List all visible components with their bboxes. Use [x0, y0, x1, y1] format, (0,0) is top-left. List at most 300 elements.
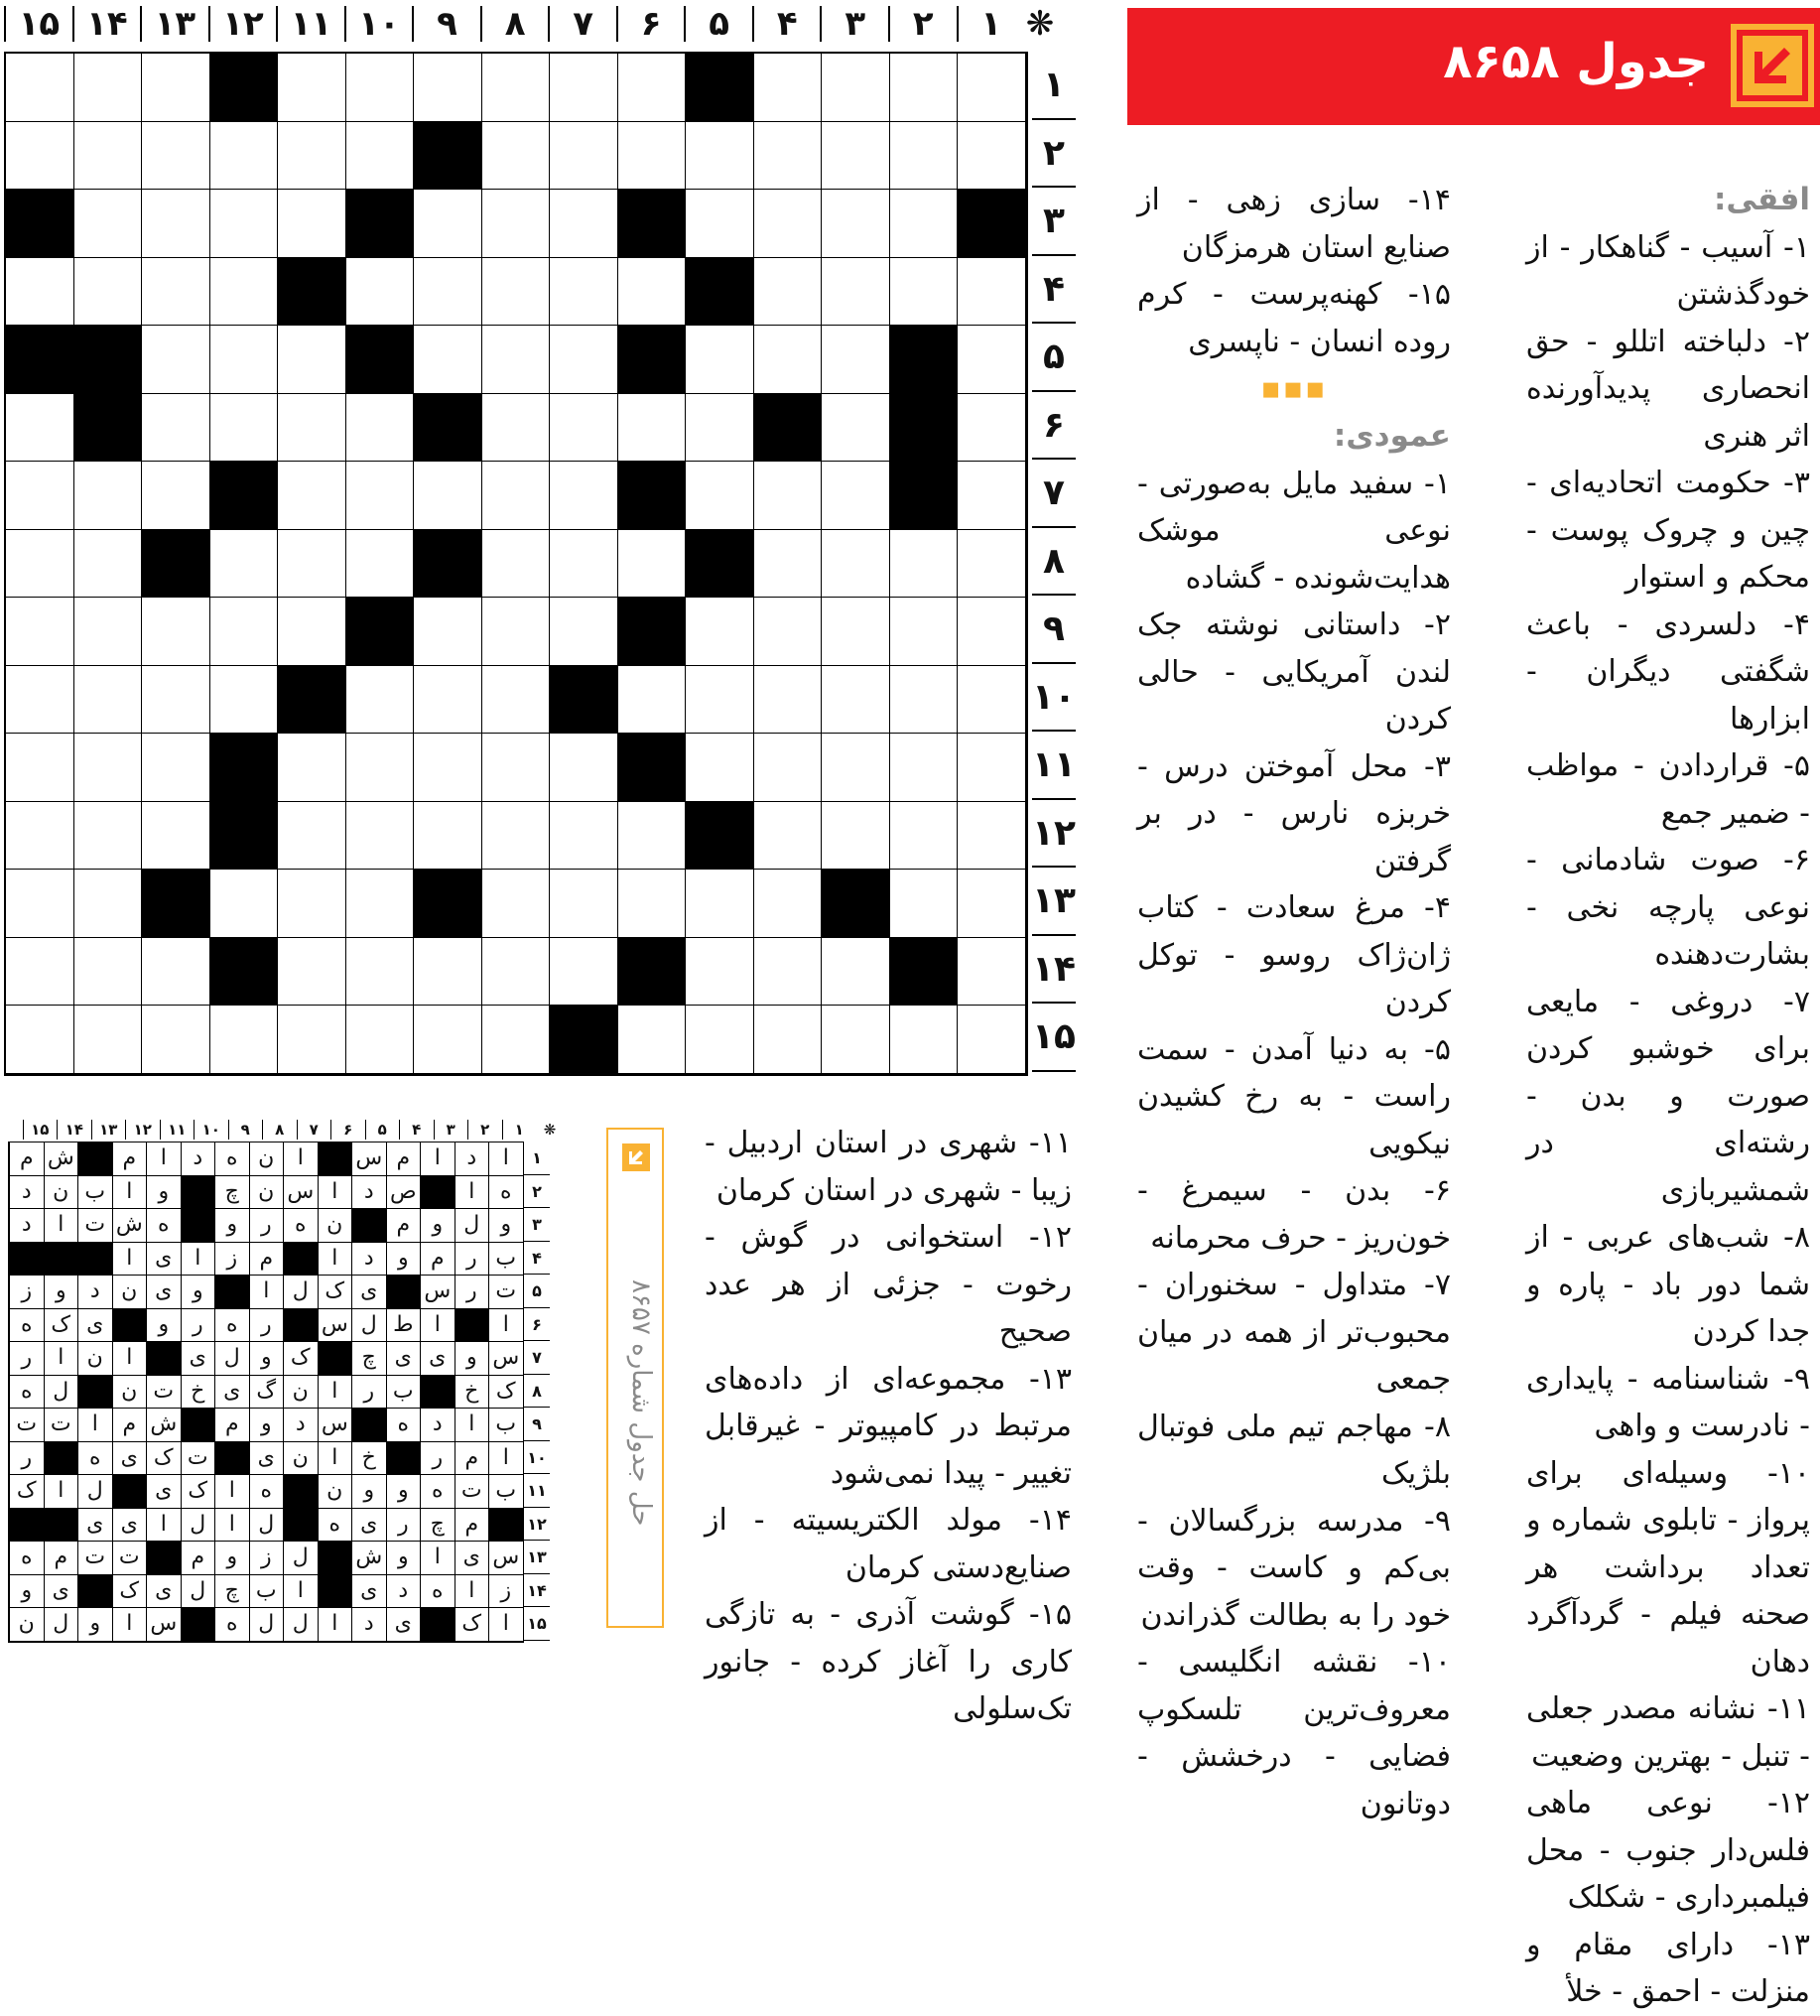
solution-cell: ه	[77, 1442, 112, 1476]
solution-cell: ی	[146, 1243, 181, 1277]
solution-cell: ا	[420, 1142, 455, 1176]
solution-cell: ی	[351, 1575, 386, 1609]
solution-column-number: ۱۴	[57, 1120, 91, 1140]
grid-cell	[958, 530, 1026, 599]
grid-cell	[210, 326, 279, 394]
down-clue-9: ۹- مدرسه بزرگسالان - بی‌کم و کاست - وقت خود را به بطالت گذراندن	[1137, 1503, 1451, 1633]
solution-cell: و	[386, 1243, 421, 1277]
across-clue-1: ۱- آسیب - گناهکار - از خودگذشتن	[1526, 229, 1810, 312]
across-clue-6: ۶- صوت شادمانی - نوعی پارچه نخی - بشارت‌دهنده	[1526, 843, 1810, 972]
solution-cell: ن	[44, 1176, 78, 1210]
solution-column-number: ۶	[330, 1120, 365, 1140]
solution-cell: و	[249, 1409, 284, 1442]
grid-cell	[346, 938, 415, 1007]
grid-cell	[686, 326, 754, 394]
grid-column-number: ۲	[888, 6, 957, 42]
grid-cell	[482, 666, 551, 735]
solution-cell: م	[455, 1509, 489, 1543]
grid-black-cell	[890, 326, 959, 394]
solution-cell: ی	[146, 1276, 181, 1309]
solution-cell: و	[214, 1209, 249, 1243]
grid-cell	[550, 394, 618, 463]
solution-cell: ن	[318, 1209, 352, 1243]
grid-cell	[482, 54, 551, 122]
grid-cell	[822, 258, 890, 327]
solution-cell: د	[420, 1409, 455, 1442]
across-clue-5: ۵- قراردادن - مواظب - ضمیر جمع	[1526, 748, 1810, 831]
solution-black-cell	[214, 1276, 249, 1309]
grid-cell	[346, 54, 415, 122]
solution-cell: س	[420, 1276, 455, 1309]
solution-cell: و	[146, 1176, 181, 1210]
grid-row-number: ۹	[1032, 596, 1076, 664]
down-clue-7: ۷- متداول - سخنوران - محبوب‌تر از همه در میان جمعی	[1137, 1268, 1451, 1397]
solution-cell: ش	[351, 1542, 386, 1575]
solution-black-cell	[420, 1176, 455, 1210]
grid-cell	[482, 462, 551, 530]
solution-column-number: ۴	[399, 1120, 434, 1140]
solution-cell: ر	[181, 1309, 215, 1343]
solution-column-number: ۳	[434, 1120, 468, 1140]
solution-cell: ه	[146, 1209, 181, 1243]
solution-cell: ن	[249, 1142, 284, 1176]
solution-cell: س	[318, 1309, 352, 1343]
grid-cell	[142, 734, 210, 802]
grid-cell	[6, 54, 74, 122]
solution-cell: م	[9, 1142, 44, 1176]
corner-arrow-icon	[1731, 24, 1814, 107]
down-clue-11: ۱۱- شهری در استان اردبیل - زیبا - شهری در استان کرمان	[705, 1126, 1072, 1208]
grid-black-cell	[618, 734, 687, 802]
across-clue-10: ۱۰- وسیله‌ای برای پرواز - تابلوی شماره و تعداد برداشت هر صحنه فیلم - گردآگرد دهان	[1526, 1455, 1810, 1680]
grid-cell	[414, 666, 482, 735]
solution-cell: ک	[488, 1376, 523, 1410]
grid-cell	[550, 734, 618, 802]
solution-cell: ا	[318, 1176, 352, 1210]
grid-cell	[482, 734, 551, 802]
solution-black-cell	[9, 1243, 44, 1277]
solution-black-cell	[44, 1509, 78, 1543]
solution-cell: ک	[9, 1475, 44, 1509]
grid-black-cell	[278, 666, 346, 735]
solution-cell: ی	[351, 1509, 386, 1543]
solution-cell: ه	[9, 1542, 44, 1575]
solution-cell: د	[386, 1575, 421, 1609]
across-clue-4: ۴- دلسردی - باعث شگفتی دیگران - ابزارها	[1526, 606, 1810, 737]
solution-black-cell	[283, 1243, 318, 1277]
solution-cell: ه	[214, 1142, 249, 1176]
solution-cell: م	[386, 1209, 421, 1243]
grid-black-cell	[890, 394, 959, 463]
grid-cell	[414, 598, 482, 666]
grid-cell	[74, 870, 143, 938]
solution-black-cell	[181, 1209, 215, 1243]
grid-cell	[210, 666, 279, 735]
grid-cell	[210, 122, 279, 191]
solution-cell: م	[112, 1142, 147, 1176]
solution-cell: خ	[351, 1442, 386, 1476]
grid-cell	[890, 122, 959, 191]
grid-black-cell	[6, 190, 74, 258]
grid-cell	[890, 666, 959, 735]
solution-cell: ی	[112, 1509, 147, 1543]
across-clue-11: ۱۱- نشانه مصدر جعلی - تنبل - بهترین وضعیت	[1526, 1691, 1810, 1774]
grid-cell	[890, 258, 959, 327]
solution-cell: ت	[488, 1276, 523, 1309]
across-clue-12: ۱۲- نوعی ماهی فلس‌دار جنوب - محل فیلمبرداری - شکلک	[1526, 1786, 1810, 1915]
solution-cell: ن	[318, 1475, 352, 1509]
grid-cell	[890, 54, 959, 122]
solution-cell: ه	[283, 1209, 318, 1243]
solution-black-cell	[77, 1376, 112, 1410]
grid-cell	[142, 394, 210, 463]
grid-cell	[346, 530, 415, 599]
solution-cell: ر	[455, 1276, 489, 1309]
across-clue-2: ۲- دلباخته اتللو - حق انحصاری پدیدآورنده اثر هنری	[1526, 324, 1810, 454]
grid-cell	[142, 598, 210, 666]
solution-cell: ا	[77, 1409, 112, 1442]
grid-cell	[618, 802, 687, 871]
grid-column-number: ۸	[480, 6, 549, 42]
grid-cell	[822, 394, 890, 463]
solution-cell: ا	[214, 1475, 249, 1509]
solution-row-number: ۷	[524, 1341, 550, 1375]
grid-cell	[890, 530, 959, 599]
solution-cell: ا	[318, 1376, 352, 1410]
solution-cell: ا	[44, 1475, 78, 1509]
solution-cell: ن	[249, 1176, 284, 1210]
grid-cell	[822, 54, 890, 122]
solution-black-cell	[44, 1442, 78, 1476]
solution-cell: ت	[77, 1209, 112, 1243]
solution-cell: چ	[351, 1342, 386, 1376]
solution-row-numbers	[524, 1142, 550, 1641]
down-clue-15: ۱۵- گوشت آذری - به تازگی کاری را آغاز کرده - جانور تک‌سلولی	[705, 1597, 1072, 1726]
solution-cell: د	[77, 1276, 112, 1309]
grid-column-number: ۱۱	[276, 6, 344, 42]
grid-cell	[346, 666, 415, 735]
solution-cell: ر	[351, 1376, 386, 1410]
grid-cell	[6, 1006, 74, 1074]
grid-cell	[278, 938, 346, 1007]
grid-cell	[278, 734, 346, 802]
solution-cell: ا	[455, 1575, 489, 1609]
solution-cell: و	[351, 1475, 386, 1509]
grid-cell	[822, 122, 890, 191]
grid-cell	[686, 462, 754, 530]
solution-row-number: ۱۴	[524, 1574, 550, 1608]
solution-column-number: ۱۱	[160, 1120, 195, 1140]
solution-black-cell	[181, 1409, 215, 1442]
solution-cell: س	[283, 1176, 318, 1210]
grid-black-cell	[414, 870, 482, 938]
grid-black-cell	[142, 530, 210, 599]
grid-black-cell	[210, 462, 279, 530]
grid-cell	[958, 938, 1026, 1007]
solution-cell: ر	[249, 1309, 284, 1343]
grid-cell	[822, 190, 890, 258]
grid-cell	[550, 122, 618, 191]
solution-column-number: ۱	[502, 1120, 537, 1140]
grid-black-cell	[414, 530, 482, 599]
grid-cell	[278, 462, 346, 530]
solution-cell: ن	[9, 1608, 44, 1642]
solution-black-cell	[146, 1542, 181, 1575]
grid-row-number: ۱	[1032, 52, 1076, 120]
grid-cell	[822, 462, 890, 530]
grid-cell	[822, 802, 890, 871]
grid-cell	[754, 1006, 823, 1074]
grid-cell	[686, 394, 754, 463]
grid-cell	[890, 734, 959, 802]
solution-cell: ی	[146, 1475, 181, 1509]
grid-row-numbers	[1032, 52, 1076, 1072]
solution-column-number: ۹	[228, 1120, 263, 1140]
solution-row-number: ۱۵	[524, 1607, 550, 1641]
grid-cell	[618, 1006, 687, 1074]
grid-cell	[6, 394, 74, 463]
down-clues	[1137, 177, 1451, 1827]
solution-cell: ک	[455, 1608, 489, 1642]
grid-cell	[754, 462, 823, 530]
solution-cell: ر	[455, 1243, 489, 1277]
grid-cell	[958, 598, 1026, 666]
solution-cell: ا	[112, 1243, 147, 1277]
across-clue-13: ۱۳- دارای مقام و منزلت - احمق - خلأ	[1526, 1927, 1810, 2009]
solution-cell: د	[181, 1142, 215, 1176]
down-clue-1: ۱- سفید مایل به‌صورتی - نوعی موشک هدایت‌شونده - گشاده	[1137, 466, 1451, 596]
grid-cell	[754, 666, 823, 735]
corner-arrow-icon	[622, 1143, 650, 1171]
grid-cell	[74, 734, 143, 802]
down-clue-5: ۵- به دنیا آمدن - سمت راست - به رخ کشیدن نیکویی	[1137, 1031, 1451, 1161]
solution-row-number: ۱۳	[524, 1541, 550, 1574]
grid-black-cell	[6, 326, 74, 394]
grid-column-number: ۱۴	[72, 6, 141, 42]
solution-row-number: ۱	[524, 1142, 550, 1175]
solution-column-number: ۱۰	[194, 1120, 228, 1140]
grid-cell	[958, 462, 1026, 530]
grid-row-number: ۵	[1032, 324, 1076, 392]
down-clue-14: ۱۴- مولد الکتریسیته - از صنایع‌دستی کرمان	[705, 1503, 1072, 1585]
solution-cell: ا	[44, 1342, 78, 1376]
grid-cell	[822, 666, 890, 735]
grid-cell	[346, 462, 415, 530]
solution-title: حل جدول شماره ۸۶۵۷	[626, 1278, 656, 1527]
solution-cell: ب	[249, 1575, 284, 1609]
solution-cell: ا	[488, 1442, 523, 1476]
grid-cell	[6, 666, 74, 735]
grid-cell	[550, 54, 618, 122]
solution-cell: ل	[181, 1575, 215, 1609]
solution-cell: ه	[9, 1309, 44, 1343]
solution-cell: ل	[77, 1475, 112, 1509]
grid-cell	[414, 1006, 482, 1074]
solution-cell: ر	[9, 1342, 44, 1376]
solution-cell: ن	[283, 1442, 318, 1476]
solution-cell: ی	[351, 1276, 386, 1309]
grid-cell	[210, 190, 279, 258]
grid-cell	[890, 190, 959, 258]
solution-cell: گ	[249, 1376, 284, 1410]
grid-cell	[414, 54, 482, 122]
solution-cell: ا	[181, 1243, 215, 1277]
grid-cell	[278, 190, 346, 258]
solution-cell: و	[488, 1209, 523, 1243]
across-clue-14: ۱۴- سازی زهی - از صنایع استان هرمزگان	[1137, 183, 1451, 265]
grid-row-number: ۲	[1032, 120, 1076, 189]
solution-black-cell	[318, 1575, 352, 1609]
grid-cell	[414, 462, 482, 530]
grid-black-cell	[686, 258, 754, 327]
grid-cell	[142, 122, 210, 191]
grid-cell	[958, 326, 1026, 394]
grid-column-number: ۶	[616, 6, 685, 42]
solution-black-cell	[283, 1475, 318, 1509]
solution-black-cell	[318, 1342, 352, 1376]
grid-cell	[754, 122, 823, 191]
grid-corner-star: ❋	[1025, 4, 1055, 44]
grid-cell	[822, 938, 890, 1007]
grid-cell	[482, 326, 551, 394]
solution-grid	[8, 1142, 524, 1643]
grid-cell	[210, 1006, 279, 1074]
grid-cell	[278, 394, 346, 463]
solution-column-number: ۱۲	[125, 1120, 160, 1140]
solution-cell: ص	[386, 1176, 421, 1210]
grid-cell	[686, 122, 754, 191]
grid-black-cell	[618, 938, 687, 1007]
solution-cell: ب	[488, 1409, 523, 1442]
grid-cell	[414, 802, 482, 871]
solution-cell: ه	[9, 1376, 44, 1410]
solution-cell: م	[455, 1442, 489, 1476]
grid-cell	[618, 258, 687, 327]
grid-cell	[142, 1006, 210, 1074]
grid-cell	[754, 870, 823, 938]
grid-cell	[414, 326, 482, 394]
grid-black-cell	[890, 462, 959, 530]
grid-cell	[482, 258, 551, 327]
grid-cell	[958, 54, 1026, 122]
solution-row-number: ۹	[524, 1408, 550, 1441]
grid-cell	[74, 190, 143, 258]
grid-row-number: ۳	[1032, 188, 1076, 256]
grid-cell	[686, 190, 754, 258]
solution-cell: ی	[77, 1509, 112, 1543]
solution-cell: م	[214, 1409, 249, 1442]
solution-cell: ل	[283, 1608, 318, 1642]
grid-cell	[958, 258, 1026, 327]
grid-cell	[754, 802, 823, 871]
grid-black-cell	[958, 190, 1026, 258]
grid-black-cell	[618, 598, 687, 666]
grid-black-cell	[142, 870, 210, 938]
solution-cell: ا	[488, 1142, 523, 1176]
grid-cell	[6, 598, 74, 666]
grid-column-number: ۱۰	[344, 6, 413, 42]
solution-cell: ا	[318, 1608, 352, 1642]
grid-cell	[278, 54, 346, 122]
solution-cell: ر	[420, 1442, 455, 1476]
grid-cell	[618, 394, 687, 463]
grid-row-number: ۱۲	[1032, 800, 1076, 869]
solution-cell: س	[488, 1342, 523, 1376]
solution-cell: ی	[420, 1342, 455, 1376]
grid-cell	[414, 938, 482, 1007]
grid-cell	[618, 122, 687, 191]
grid-cell	[414, 734, 482, 802]
solution-corner-star: ❋	[543, 1121, 557, 1139]
solution-black-cell	[318, 1542, 352, 1575]
solution-cell: ل	[214, 1342, 249, 1376]
grid-cell	[482, 870, 551, 938]
grid-cell	[822, 326, 890, 394]
grid-cell	[550, 190, 618, 258]
solution-cell: و	[77, 1608, 112, 1642]
solution-cell: ا	[488, 1608, 523, 1642]
grid-cell	[346, 122, 415, 191]
solution-row-number: ۴	[524, 1242, 550, 1276]
grid-cell	[550, 938, 618, 1007]
solution-cell: د	[351, 1608, 386, 1642]
grid-cell	[74, 530, 143, 599]
grid-row-number: ۱۱	[1032, 732, 1076, 800]
across-clue-9: ۹- شناسنامه - پایداری - نادرست و واهی	[1526, 1361, 1810, 1443]
grid-cell	[686, 1006, 754, 1074]
grid-cell	[754, 938, 823, 1007]
solution-cell: ش	[112, 1209, 147, 1243]
grid-black-cell	[618, 326, 687, 394]
solution-cell: ن	[283, 1376, 318, 1410]
grid-row-number: ۱۰	[1032, 664, 1076, 733]
grid-row-number: ۸	[1032, 528, 1076, 597]
solution-cell: ن	[112, 1376, 147, 1410]
solution-row-number: ۱۰	[524, 1441, 550, 1475]
grid-cell	[142, 54, 210, 122]
solution-cell: ز	[488, 1575, 523, 1609]
solution-cell: ا	[112, 1608, 147, 1642]
grid-black-cell	[550, 1006, 618, 1074]
grid-cell	[74, 54, 143, 122]
grid-cell	[686, 734, 754, 802]
solution-cell: ه	[214, 1608, 249, 1642]
solution-black-cell	[44, 1243, 78, 1277]
solution-cell: و	[455, 1342, 489, 1376]
solution-cell: ا	[112, 1342, 147, 1376]
grid-cell	[550, 530, 618, 599]
grid-black-cell	[414, 394, 482, 463]
solution-cell: ی	[386, 1342, 421, 1376]
grid-black-cell	[550, 666, 618, 735]
grid-black-cell	[210, 802, 279, 871]
grid-black-cell	[686, 802, 754, 871]
solution-cell: و	[420, 1209, 455, 1243]
grid-cell	[550, 802, 618, 871]
grid-cell	[346, 802, 415, 871]
solution-column-numbers	[8, 1120, 564, 1140]
solution-cell: و	[214, 1542, 249, 1575]
solution-row-number: ۵	[524, 1275, 550, 1308]
solution-title-box	[606, 1128, 664, 1628]
grid-cell	[414, 190, 482, 258]
solution-cell: ا	[112, 1176, 147, 1210]
grid-column-numbers	[4, 0, 1056, 48]
solution-cell: ن	[112, 1276, 147, 1309]
grid-cell	[278, 326, 346, 394]
solution-black-cell	[283, 1309, 318, 1343]
grid-cell	[74, 258, 143, 327]
